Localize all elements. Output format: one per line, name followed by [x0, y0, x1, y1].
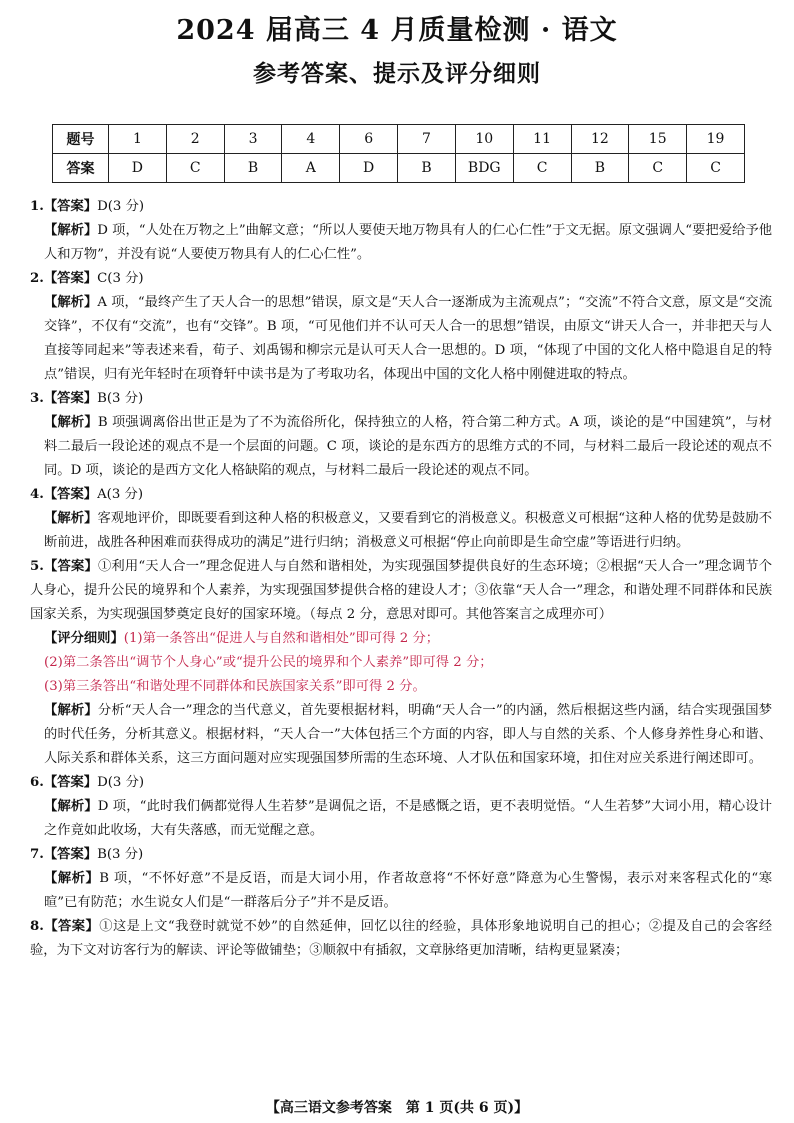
- scoring-tag: 【评分细则】: [44, 631, 124, 646]
- question-number: 6.: [30, 775, 44, 790]
- answer-value: B(3 分): [97, 391, 144, 406]
- answer-value: D(3 分): [97, 199, 145, 214]
- row-header-number: 题号: [53, 125, 109, 154]
- explanation-tag: 【解析】: [44, 223, 98, 238]
- table-cell: B: [398, 154, 456, 183]
- question-number: 3.: [30, 391, 44, 406]
- explanation-text: B 项强调离俗出世正是为了不为流俗所化，保持独立的人格，符合第二种方式。A 项，谈论的是“中国建筑”，与材料二最后一段论述的观点不是一个层面的问题。C 项，谈论的是东西方的思维方式的不同，与材料二最后一段论述的观点不同。D 项，谈论的是西方文化人格缺陷的观点，与材料二最后一段论述的观点不同。: [44, 415, 772, 478]
- answer-line: [30, 843, 772, 867]
- table-cell: 6: [340, 125, 398, 154]
- answer-line: [30, 915, 772, 963]
- table-cell: 2: [166, 125, 224, 154]
- answer-value: ①利用“天人合一”理念促进人与自然和谐相处，为实现强国梦提供良好的生态环境；②根据“天人合一”理念调节个人身心，提升公民的境界和个人素养，为实现强国梦提供合格的建设人才；③依靠“天人合一”理念，和谐处理不同群体和民族国家关系，为实现强国梦奠定良好的国家环境。（每点 2 分，意思对即可。其他答案言之成理亦可）: [30, 559, 773, 622]
- answer-value: ①这是上文“我登时就觉不妙”的自然延伸，回忆以往的经验，具体形象地说明自己的担心；②提及自己的会客经验，为下文对访客行为的解读、评论等做铺垫；③顺叙中有插叙，文章脉络更加清晰，结构更显紧凑；: [30, 919, 772, 958]
- answer-line: [30, 267, 772, 291]
- question-number: 1.: [30, 199, 44, 214]
- table-cell: B: [224, 154, 282, 183]
- question-number: 7.: [30, 847, 44, 862]
- answer-row: [53, 154, 745, 183]
- explanation-text: A 项，“最终产生了天人合一的思想”错误，原文是“天人合一逐渐成为主流观点”；“交流”不符合文意，原文是“交流交锋”，不仅有“交流”，也有“交锋”。B 项，“可见他们并不认可天人合一的思想”错误，由原文“讲天人合一，并非把天与人直接等同起来”等表述来看，荀子、刘禹锡和柳宗元是认可天人合一思想的。D 项，“体现了中国的文化人格中隐退自足的特点”错误，归有光年轻时在项脊轩中读书是为了考取功名，体现出中国的文化人格中刚健进取的特点。: [44, 295, 773, 382]
- answer-content: [30, 195, 772, 963]
- explanation-tag: 【解析】: [44, 703, 98, 718]
- answer-line: [30, 771, 772, 795]
- explanation: [30, 507, 772, 555]
- table-cell: B: [571, 154, 629, 183]
- explanation: [30, 411, 772, 483]
- answer-value: B(3 分): [97, 847, 144, 862]
- table-cell: C: [687, 154, 745, 183]
- page-footer: 【高三语文参考答案 第 1 页(共 6 页)】: [265, 1100, 529, 1116]
- table-cell: 11: [513, 125, 571, 154]
- row-header-answer: 答案: [53, 154, 109, 183]
- question-number: 5.: [30, 559, 44, 574]
- table-cell: D: [340, 154, 398, 183]
- explanation-tag: 【解析】: [44, 511, 98, 526]
- scoring-rule: (2)第二条答出“调节个人身心”或“提升公民的境界和个人素养”即可得 2 分；: [44, 655, 493, 670]
- scoring-rule-text: (1)第一条答出“促进人与自然和谐相处”即可得 2 分；: [123, 631, 440, 646]
- document-title: 2024 届高三 4 月质量检测 · 语文: [176, 15, 618, 46]
- question-number-row: [53, 125, 745, 154]
- answer-tag: 【答案】: [43, 271, 98, 286]
- explanation-text: B 项，“不怀好意”不是反语，而是大词小用，作者故意将“不怀好意”降意为心生警惕，表示对来客程式化的“寒暄”已有防范；水生说女人们是“一群落后分子”并不是反语。: [44, 871, 772, 910]
- answer-tag: 【答案】: [43, 487, 98, 502]
- explanation: [30, 219, 772, 267]
- scoring-rule: [30, 627, 772, 651]
- table-cell: 15: [629, 125, 687, 154]
- question-number: 2.: [30, 271, 44, 286]
- table-cell: BDG: [455, 154, 513, 183]
- answer-tag: 【答案】: [43, 199, 98, 214]
- explanation-tag: 【解析】: [44, 871, 100, 886]
- explanation-tag: 【解析】: [44, 415, 98, 430]
- table-cell: 4: [282, 125, 340, 154]
- table-cell: C: [513, 154, 571, 183]
- answer-value: D(3 分): [97, 775, 145, 790]
- table-cell: D: [109, 154, 167, 183]
- answer-table: [52, 124, 745, 183]
- answer-tag: 【答案】: [43, 847, 98, 862]
- explanation-text: D 项，“人处在万物之上”曲解文意；“所以人要使天地万物具有人的仁心仁性”于文无据。原文强调人“要把爱给予他人和万物”，并没有说“人要使万物具有人的仁心仁性”。: [44, 223, 772, 262]
- table-cell: A: [282, 154, 340, 183]
- answer-tag: 【答案】: [43, 391, 98, 406]
- table-cell: 10: [455, 125, 513, 154]
- table-cell: 7: [398, 125, 456, 154]
- explanation: [30, 795, 772, 843]
- answer-line: [30, 195, 772, 219]
- table-cell: C: [629, 154, 687, 183]
- scoring-rule: (3)第三条答出“和谐处理不同群体和民族国家关系”即可得 2 分。: [44, 679, 426, 694]
- answer-line: [30, 387, 772, 411]
- answer-tag: 【答案】: [43, 919, 100, 934]
- answer-line: [30, 555, 772, 627]
- explanation-tag: 【解析】: [44, 295, 98, 310]
- question-number: 8.: [30, 919, 44, 934]
- explanation-text: 分析“天人合一”理念的当代意义，首先要根据材料，明确“天人合一”的内涵，然后根据这些内涵，结合实现强国梦的时代任务，分析其意义。根据材料，“天人合一”大体包括三个方面的内容，即人与自然的关系、个人修身养性身心和谐、人际关系和群体关系，这三方面问题对应实现强国梦所需的生态环境、人才队伍和国家环境，扣住对应关系进行阐述即可。: [44, 703, 772, 766]
- document-subtitle: 参考答案、提示及评分细则: [253, 60, 541, 87]
- explanation: [30, 867, 772, 915]
- answer-value: A(3 分): [97, 487, 144, 502]
- answer-line: [30, 483, 772, 507]
- answer-value: C(3 分): [97, 271, 144, 286]
- answer-tag: 【答案】: [43, 775, 98, 790]
- table-cell: 3: [224, 125, 282, 154]
- explanation: [30, 291, 772, 387]
- explanation-text: 客观地评价，即既要看到这种人格的积极意义，又要看到它的消极意义。积极意义可根据“这种人格的优势是鼓励不断前进，战胜各种困难而获得成功的满足”进行归纳；消极意义可根据“停止向前即是生命空虚”等语进行归纳。: [44, 511, 773, 550]
- question-number: 4.: [30, 487, 44, 502]
- table-cell: 12: [571, 125, 629, 154]
- table-cell: C: [166, 154, 224, 183]
- table-cell: 19: [687, 125, 745, 154]
- explanation-text: D 项，“此时我们俩都觉得人生若梦”是调侃之语，不是感慨之语，更不表明觉悟。“人生若梦”大词小用，精心设计之作竟如此收场，大有失落感，而无觉醒之意。: [44, 799, 773, 838]
- table-cell: 1: [109, 125, 167, 154]
- explanation-tag: 【解析】: [44, 799, 98, 814]
- answer-tag: 【答案】: [43, 559, 98, 574]
- explanation: [30, 699, 772, 771]
